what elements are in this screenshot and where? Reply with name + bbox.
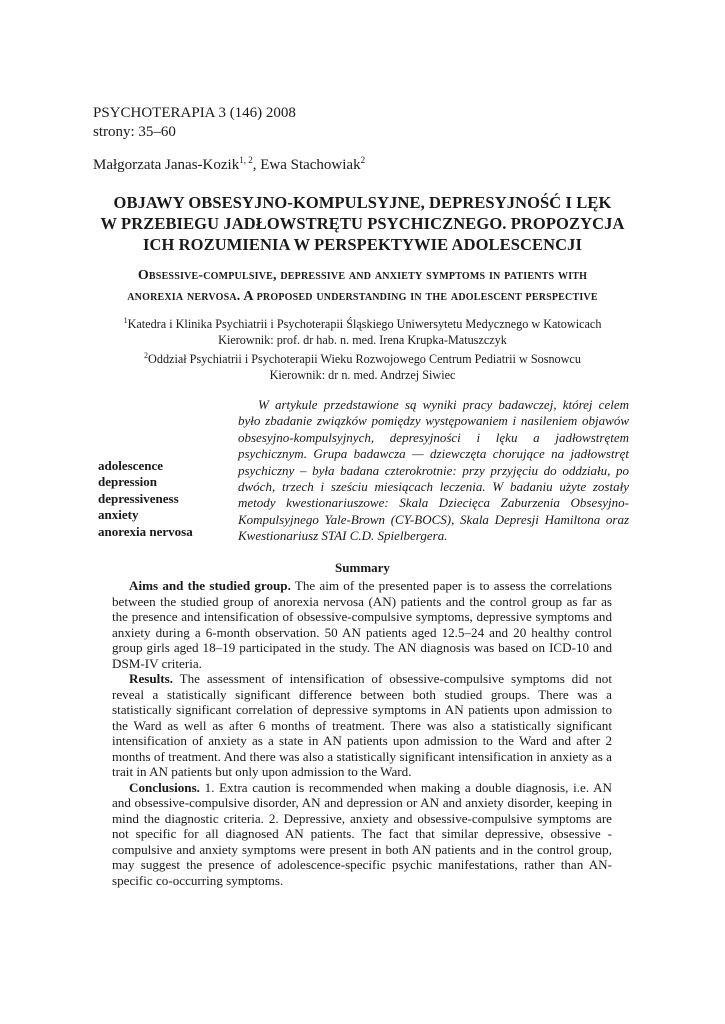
affiliation-1: $^1$Katedra i Klinika Psychiatrii i Psychoterapii Śląskiego Uniwersytetu Medycznego w Katowicach	[123, 316, 602, 332]
affiliations	[80, 313, 645, 383]
keywords	[98, 458, 193, 540]
affiliation-mark: 2	[144, 351, 149, 361]
author-separator: ,	[252, 157, 261, 173]
summary-paragraph: Aims and the studied group. The aim of the presented paper is to assess the correlations between the studied group of anorexia nervosa (AN) patients and the control group as far as the presence and intensification of obsessive-compulsive symptoms, depressive symptoms and anxiety during a 6-month observation. 50 AN patients aged 12.5–24 and 20 healthy control group girls aged 18–19 participated in the study. The AN diagnosis was based on ICD-10 and DSM-IV criteria.	[112, 578, 613, 671]
abstract-polish: W artykule przedstawione są wyniki pracy badawczej, której celem było zbadanie związków pomiędzy występowaniem i nasileniem objawów obsesyjno-kompulsyjnych, depresyjności i lęku a jadłowstrętem psychicznym. Grupa badawcza — dziewczęta chorujące na jadłowstręt psychiczny – była badana czterokrotnie: przy przyjęciu do oddziału, po dwóch, trzech i sześciu miesiącach leczenia. W badaniu użyte zostały metody kwestionariuszowe: Skala Dziecięca Zaburzenia Obsesyjno-Kompulsyjnego Yale-Brown (CY-BOCS), Skala Depresji Hamiltona oraz Kwestionariusz STAI C.D. Spielbergera.	[238, 397, 629, 544]
keyword: adolescence	[98, 458, 163, 473]
summary-paragraph-lead: Conclusions.	[129, 779, 200, 795]
author-affiliation-mark: 1, 2	[239, 155, 253, 165]
journal-header	[93, 104, 296, 142]
summary-paragraph: Results. The assessment of intensification of obsessive-compulsive symptoms did not reveal a statistically significant difference between both studied groups. There was a statistically significant correlation of depressive symptoms in AN patients upon admission to the Ward as well as after 6 months of treatment. There was also a statistically significant intensification of anxiety as a state in AN patients upon admission to the Ward and after 2 months of treatment. And there was also a statistically significant intensification in anxiety as a trait in AN patients but only upon admission to the Ward.	[112, 671, 612, 779]
author-line	[93, 155, 365, 174]
title-line: ICH ROZUMIENIA W PERSPEKTYWIE ADOLESCENCJI	[142, 235, 583, 254]
summary-body	[112, 578, 612, 888]
affiliation-2: $^2$Oddział Psychiatrii i Psychoterapii Wieku Rozwojowego Centrum Pediatrii w Sosnowcu	[144, 351, 581, 367]
author-name: Małgorzata Janas-Kozik	[93, 157, 240, 173]
title-line: Obsessive-compulsive, depressive and anxiety symptoms in patients with	[137, 268, 588, 283]
keyword: depressiveness	[98, 490, 179, 506]
title-line: anorexia nervosa. A proposed understanding in the adolescent perspective	[127, 289, 598, 304]
title-line: OBJAWY OBSESYJNO-KOMPULSYJNE, DEPRESYJNOŚĆ I LĘK	[113, 193, 612, 212]
affiliation-2-head: Kierownik: dr n. med. Andrzej Siwiec	[269, 368, 456, 383]
affiliation-mark: 1	[123, 316, 128, 325]
title-english	[60, 265, 665, 307]
affiliation-1-head: Kierownik: prof. dr hab. n. med. Irena Krupka-Matuszczyk	[218, 333, 507, 348]
author-affiliation-mark: 2	[360, 155, 366, 165]
keyword: depression	[98, 474, 157, 490]
summary-paragraph: Conclusions. 1. Extra caution is recommended when making a double diagnosis, i.e. AN and obsessive-compulsive disorder, AN and depression or AN and anxiety disorder, keeping in mind the diagnostic criteria. 2. Depressive, anxiety and obsessive-compulsive symptoms are not specific for all diagnosed AN patients. The fact that similar depressive, obsessive -compulsive and anxiety symptoms were present in both AN patients and in the control group, may suggest the presence of adolescence-specific psychic manifestations, rather than AN-specific co-occurring symptoms.	[112, 779, 612, 888]
title-line: W PRZEBIEGU JADŁOWSTRĘTU PSYCHICZNEGO. PROPOZYCJA	[100, 214, 625, 233]
summary-paragraph-lead: Aims and the studied group.	[129, 578, 291, 593]
keyword: anorexia nervosa	[98, 523, 193, 539]
journal-pages: strony: 35–60	[93, 124, 176, 140]
summary-heading: Summary	[335, 560, 390, 575]
summary-paragraph-lead: Results.	[129, 671, 174, 686]
author-name: Ewa Stachowiak	[260, 157, 361, 173]
title-polish	[60, 192, 665, 255]
keyword: anxiety	[98, 507, 139, 523]
journal-issue: PSYCHOTERAPIA 3 (146) 2008	[93, 105, 296, 121]
